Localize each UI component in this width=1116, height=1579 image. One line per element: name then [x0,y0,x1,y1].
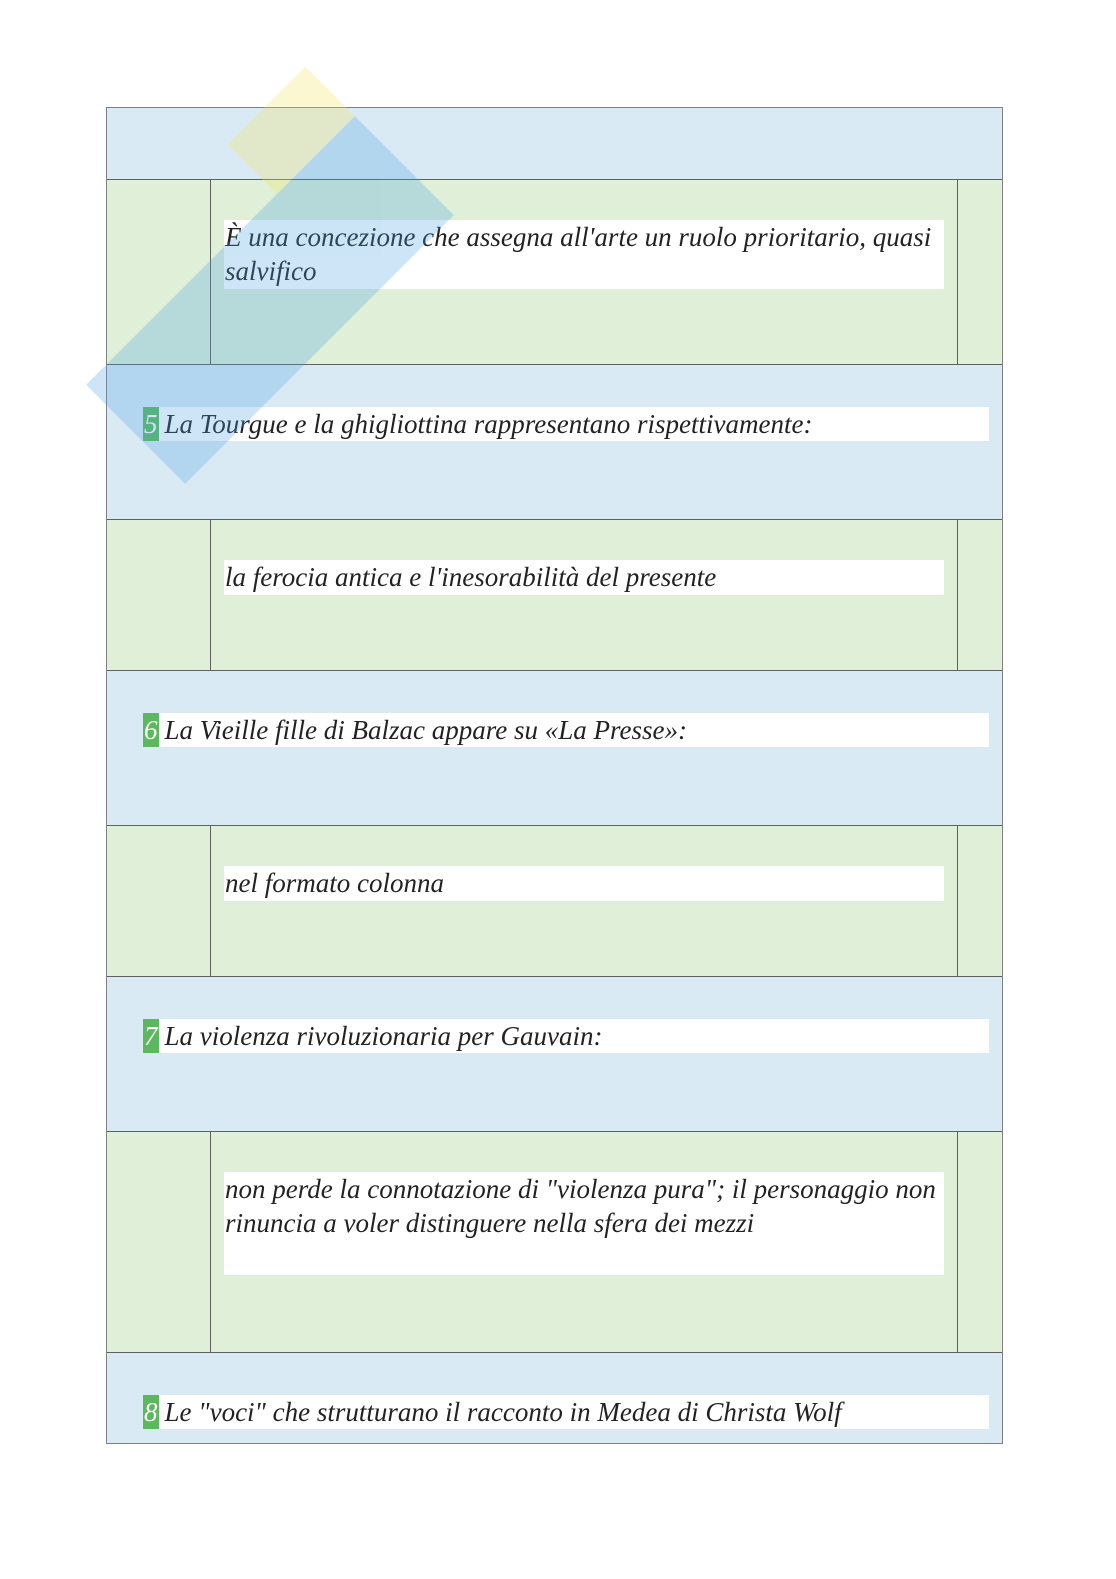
answer-right-cell [957,520,1002,670]
question-text-box [143,1395,989,1429]
question-row [107,1353,1002,1443]
answer-right-cell [957,826,1002,976]
table-header-row [107,108,1002,180]
question-row [107,365,1002,520]
question-text: La violenza rivoluzionaria per Gauvain: [164,1021,603,1051]
answer-text: È una concezione che assegna all'arte un ruolo prioritario, quasi salvifico [224,220,944,289]
question-text: Le "voci" che strutturano il racconto in Medea di Christa Wolf [164,1397,842,1427]
question-text: La Tourgue e la ghigliottina rappresentano rispettivamente: [164,409,813,439]
question-text-box [143,407,989,441]
question-row [107,977,1002,1132]
question-text-box [143,713,989,747]
answer-left-cell [107,520,211,670]
answer-left-cell [107,826,211,976]
answer-text: la ferocia antica e l'inesorabilità del presente [224,560,944,595]
answer-left-cell [107,180,211,364]
answer-text: nel formato colonna [224,866,944,901]
question-row [107,671,1002,826]
question-number-badge: 8 [144,1397,158,1427]
quiz-table [106,107,1003,1444]
answer-row [107,180,1002,365]
answer-text: non perde la connotazione di "violenza pura"; il personaggio non rinuncia a voler distinguere nella sfera dei mezzi [224,1172,944,1275]
answer-row [107,826,1002,977]
answer-row [107,1132,1002,1353]
answer-row [107,520,1002,671]
answer-left-cell [107,1132,211,1352]
question-text-box [143,1019,989,1053]
answer-right-cell [957,180,1002,364]
question-text: La Vieille fille di Balzac appare su «La Presse»: [164,715,687,745]
question-number-badge: 6 [144,715,158,745]
answer-right-cell [957,1132,1002,1352]
question-number-badge: 5 [144,409,158,439]
question-number-badge: 7 [144,1021,158,1051]
